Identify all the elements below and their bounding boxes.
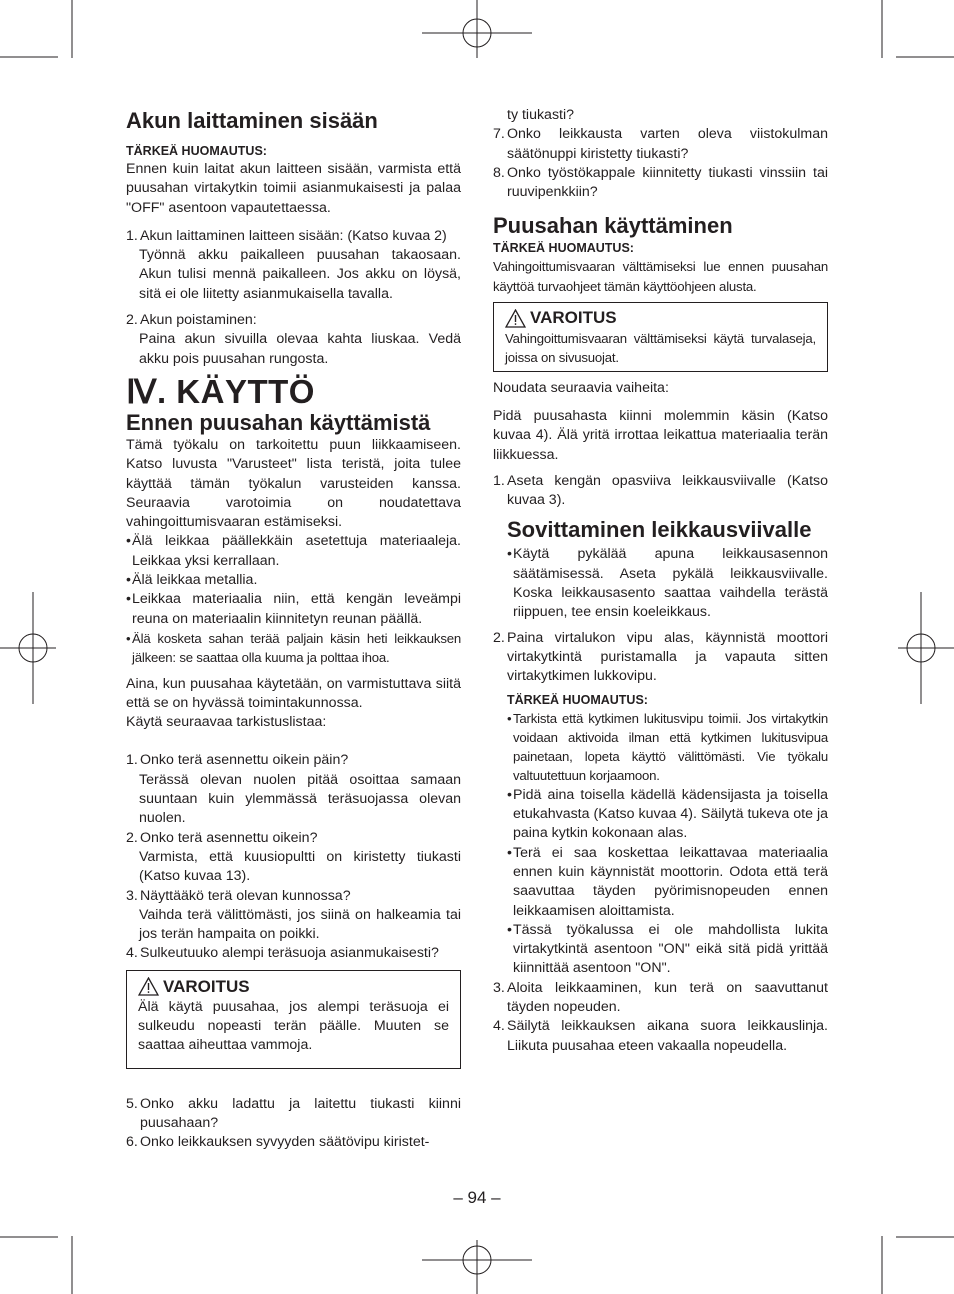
note-title: TÄRKEÄ HUOMAUTUS: <box>493 241 634 256</box>
bullet-item: • Käytä pykälää apuna leikkausasennon säätämisessä. Aseta pykälä leikkausviivalle. Koska leikkausasento saattaa vaihdella terästä riippuen, tee ensin koeleikkaus. <box>507 546 828 621</box>
bullet-item: • Älä leikkaa päällekkäin asetettuja materiaaleja. Leikkaa yksi kerrallaan. <box>126 533 461 569</box>
check-7: 7. Onko leikkausta varten oleva viistokulman säätönuppi kiristetty tiukasti? <box>493 126 828 162</box>
left-column <box>126 106 461 1153</box>
note-text: Ennen kuin laitat akun laitteen sisään, varmista että puusahan virtakytkin toimii asianmukaisesti ja palaa "OFF" asentoon vapautettaessa. <box>126 161 461 216</box>
warning-triangle-icon <box>505 309 526 328</box>
check-5: 5. Onko akku ladattu ja laitettu tiukasti kiinni puusahaan? <box>126 1095 461 1131</box>
chapter-heading: Ⅳ. KÄYTTÖ <box>126 372 315 410</box>
bullet-item: • Pidä aina toisella kädellä kädensijasta ja toisella etukahvasta (Katso kuvaa 4). Säilytä tukeva ote ja paina kytkin kokonaan alas. <box>507 786 828 842</box>
step-2-title: Akun poistaminen: <box>140 312 257 329</box>
check-8: 8. Onko työstökappale kiinnitetty tiukasti vinssiin tai ruuvipenkkiin? <box>493 164 828 201</box>
check-1: 1. Onko terä asennettu oikein päin? Terässä olevan nuolen pitää osoittaa samaan suuntaan kuin ylemmässä teräsuojassa olevan nuolen. <box>126 752 461 827</box>
bullet-item: • Älä leikkaa metallia. <box>126 572 258 589</box>
check-3: 3. Näyttääkö terä olevan kunnossa? Vaihda terä välittömästi, jos siinä on halkeamia tai jos terän hampaita on poikki. <box>126 887 461 943</box>
bullet-item: • Älä kosketa sahan terää paljain käsin heti leikkauksen jälkeen: se saattaa olla kuuma ja polttaa ihoa. <box>126 630 461 666</box>
step-r3: 3. Aloita leikkaaminen, kun terä on saavuttanut täyden nopeuden. <box>493 979 828 1015</box>
noudata-text: Noudata seuraavia vaiheita: <box>493 379 669 396</box>
note3 <box>493 691 828 979</box>
right-column <box>493 106 828 1056</box>
bullet-item: • Tarkista että kytkimen lukitusvipu toimii. Jos virtakytkin voidaan aktivoida ilman että kytkimen lukitusvipua painetaan, lopeta käyttö välittömästi. Vie työkalu valtuutettuun korjaamoon. <box>507 710 828 784</box>
note-title: TÄRKEÄ HUOMAUTUS: <box>126 144 267 158</box>
step-1: 1. Akun laittaminen laitteen sisään: (Katso kuvaa 2) Työnnä akku paikalleen puusahan takaosaan. Akun tulisi mennä paikalleen. Jos akku on löysä, sitä ei ole liitetty asianmukaisella tavalla. <box>126 227 461 304</box>
pida-text: Pidä puusahasta kiinni molemmin käsin (Katso kuvaa 4). Älä yritä irrottaa leikattua materiaalia terän liikkuessa. <box>493 407 828 463</box>
aina-text: Aina, kun puusahaa käytetään, on varmistuttava siitä että se on hyvässä toimintakunnossa. <box>126 675 461 711</box>
warning-title: VAROITUS <box>138 976 449 998</box>
warning-text: Vahingoittumisvaaran välttämiseksi käytä turvalaseja, joissa on sivusuojat. <box>505 331 816 366</box>
note-title: TÄRKEÄ HUOMAUTUS: <box>507 692 648 707</box>
check-6-continued: ty tiukasti? <box>507 107 575 123</box>
warning-box <box>493 302 828 372</box>
warning-text: Älä käytä puusahaa, jos alempi teräsuoja ei sulkeudu nopeasti terän päälle. Muuten se saattaa aiheuttaa vammoja. <box>138 998 449 1054</box>
step-1-text: Työnnä akku paikalleen puusahan takaosaan. Akun tulisi mennä paikalleen. Jos akku on löysä, sitä ei ole liitetty asianmukaisella tavalla. <box>139 247 461 302</box>
bullet-item: • Leikkaa materiaalia niin, että kengän leveämpi reuna on materiaalin kiinnitetyn reunan päällä. <box>126 591 461 627</box>
check-6: 6. Onko leikkauksen syvyyden säätövipu kiristet- <box>126 1134 430 1151</box>
warning-box <box>126 970 461 1069</box>
check-2: 2. Onko terä asennettu oikein? Varmista, että kuusiopultti on kiristetty tiukasti (Katso kuvaa 13). <box>126 829 461 885</box>
step-2-text: Paina akun sivuilla olevaa kahta liuskaa. Vedä akku pois puusahan rungosta. <box>139 331 461 367</box>
bullet-item: • Tässä työkalussa ei ole mahdollista lukita virtakytkintä asentoon "ON" eikä sitä pidä yrittää kiinnittää asentoon "ON". <box>507 921 828 977</box>
check-4: 4. Sulkeutuuko alempi teräsuoja asianmukaisesti? <box>126 945 439 962</box>
heading-ennen: Ennen puusahan käyttämistä <box>126 409 431 435</box>
heading-puusahan: Puusahan käyttäminen <box>493 213 733 239</box>
heading-sovittaminen: Sovittaminen leikkausviivalle <box>507 517 812 543</box>
kayta-text: Käytä seuraavaa tarkistuslistaa: <box>126 714 327 731</box>
ennen-text: Tämä työkalu on tarkoitettu puun liikkaamiseen. Katso luvusta "Varusteet" lista teristä, joita tulee käyttää tämän työkalun varusteiden kanssa. Seuraavia varotoimia on noudatettava vahingoittumisvaaran estämiseksi. <box>126 436 461 531</box>
step-r4: 4. Säilytä leikkauksen aikana suora leikkauslinja. Liikuta puusahaa eteen vakaalla nopeudella. <box>493 1018 828 1054</box>
warning-triangle-icon <box>138 977 159 996</box>
note-text: Vahingoittumisvaaran välttämiseksi lue ennen puusahan käyttöä turvaohjeet tämän käyttöohjeen alusta. <box>493 259 828 294</box>
warning-title: VAROITUS <box>505 307 816 329</box>
step-r2: 2. Paina virtalukon vipu alas, käynnistä moottori virtakytkintä puristamalla ja vapauta sitten virtakytkimen lukkovipu. <box>493 629 828 685</box>
heading-akun: Akun laittaminen sisään <box>126 108 378 133</box>
step-1-title: Akun laittaminen laitteen sisään: (Katso kuvaa 2) <box>140 227 447 244</box>
step-2: 2. Akun poistaminen: Paina akun sivuilla olevaa kahta liuskaa. Vedä akku pois puusahan rungosta. <box>126 311 461 369</box>
page-number: – 94 – <box>453 1188 501 1207</box>
step-r1: 1. Aseta kengän opasviiva leikkausviivalle (Katso kuvaa 3). <box>493 472 828 509</box>
sovittaminen-section <box>493 517 828 622</box>
bullet-item: • Terä ei saa koskettaa leikattavaa materiaalia ennen kuin käynnistät moottorin. Odota että terä saavuttaa täyden pyörimisnopeuden ennen leikkaamisen aloittamista. <box>507 844 828 919</box>
